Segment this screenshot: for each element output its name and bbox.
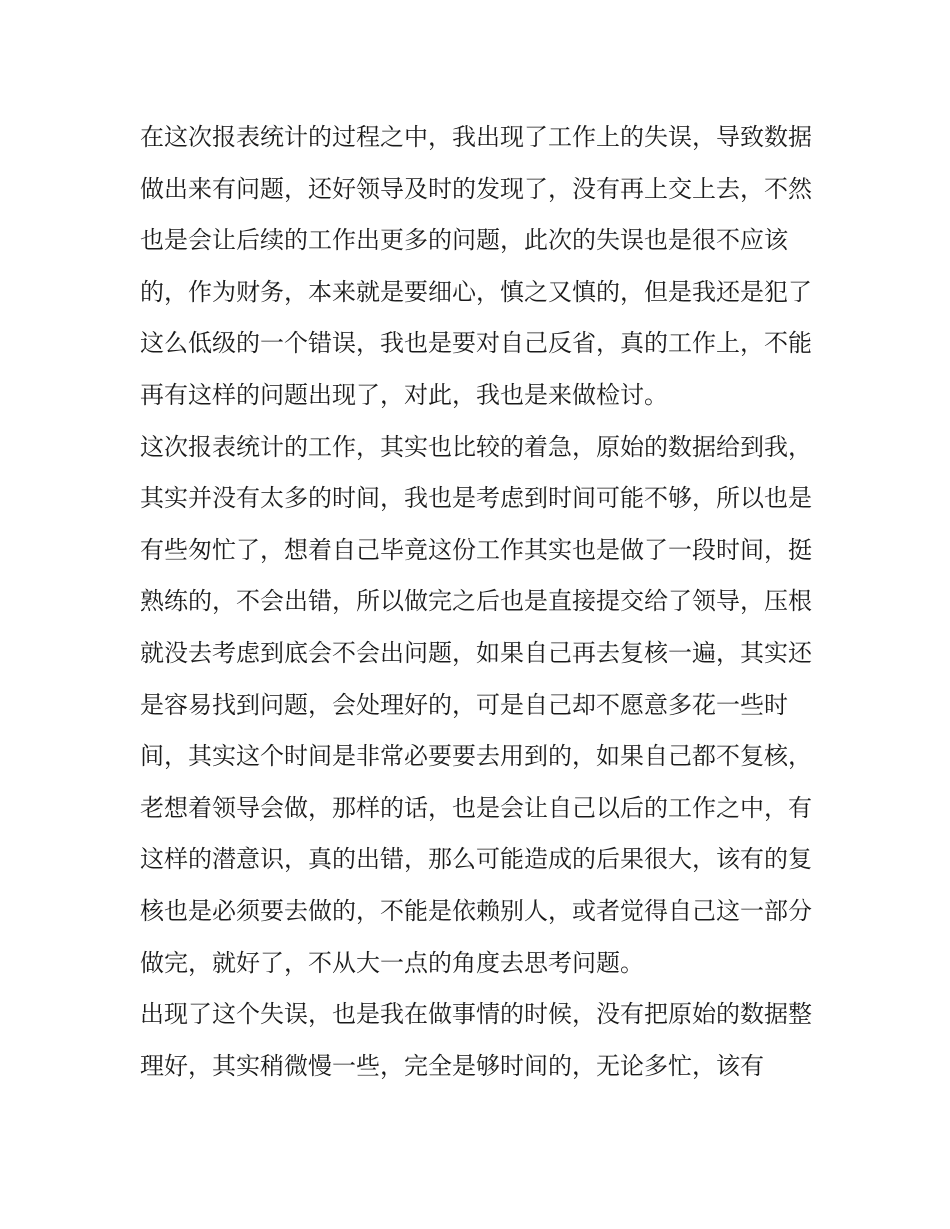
paragraph-3: 出现了这个失误，也是我在做事情的时候，没有把原始的数据整理好，其实稍微慢一些，完全是够时间的，无论多忙，该有 [140, 1000, 812, 1080]
paragraph-2: 这次报表统计的工作，其实也比较的着急，原始的数据给到我，其实并没有太多的时间，我也是考虑到时间可能不够，所以也是有些匆忙了，想着自己毕竟这份工作其实也是做了一段时间，挺熟练的，不会出错，所以做完之后也是直接提交给了领导，压根就没去考虑到底会不会出问题，如果自己再去复核一遍，其实还是容易找到问题，会处理好的，可是自己却不愿意多花一些时间，其实这个时间是非常必要要去用到的，如果自己都不复核，老想着领导会做，那样的话，也是会让自己以后的工作之中，有这样的潜意识，真的出错，那么可能造成的后果很大，该有的复核也是必须要去做的，不能是依赖别人，或者觉得自己这一部分做完，就好了，不从大一点的角度去思考问题。 [140, 432, 812, 977]
paragraph-1: 在这次报表统计的过程之中，我出现了工作上的失误，导致数据做出来有问题，还好领导及时的发现了，没有再上交上去，不然也是会让后续的工作出更多的问题，此次的失误也是很不应该的，作为财务，本来就是要细心，慎之又慎的，但是我还是犯了这么低级的一个错误，我也是要对自己反省，真的工作上，不能再有这样的问题出现了，对此，我也是来做检讨。 [140, 123, 812, 409]
document-body [140, 112, 812, 1092]
